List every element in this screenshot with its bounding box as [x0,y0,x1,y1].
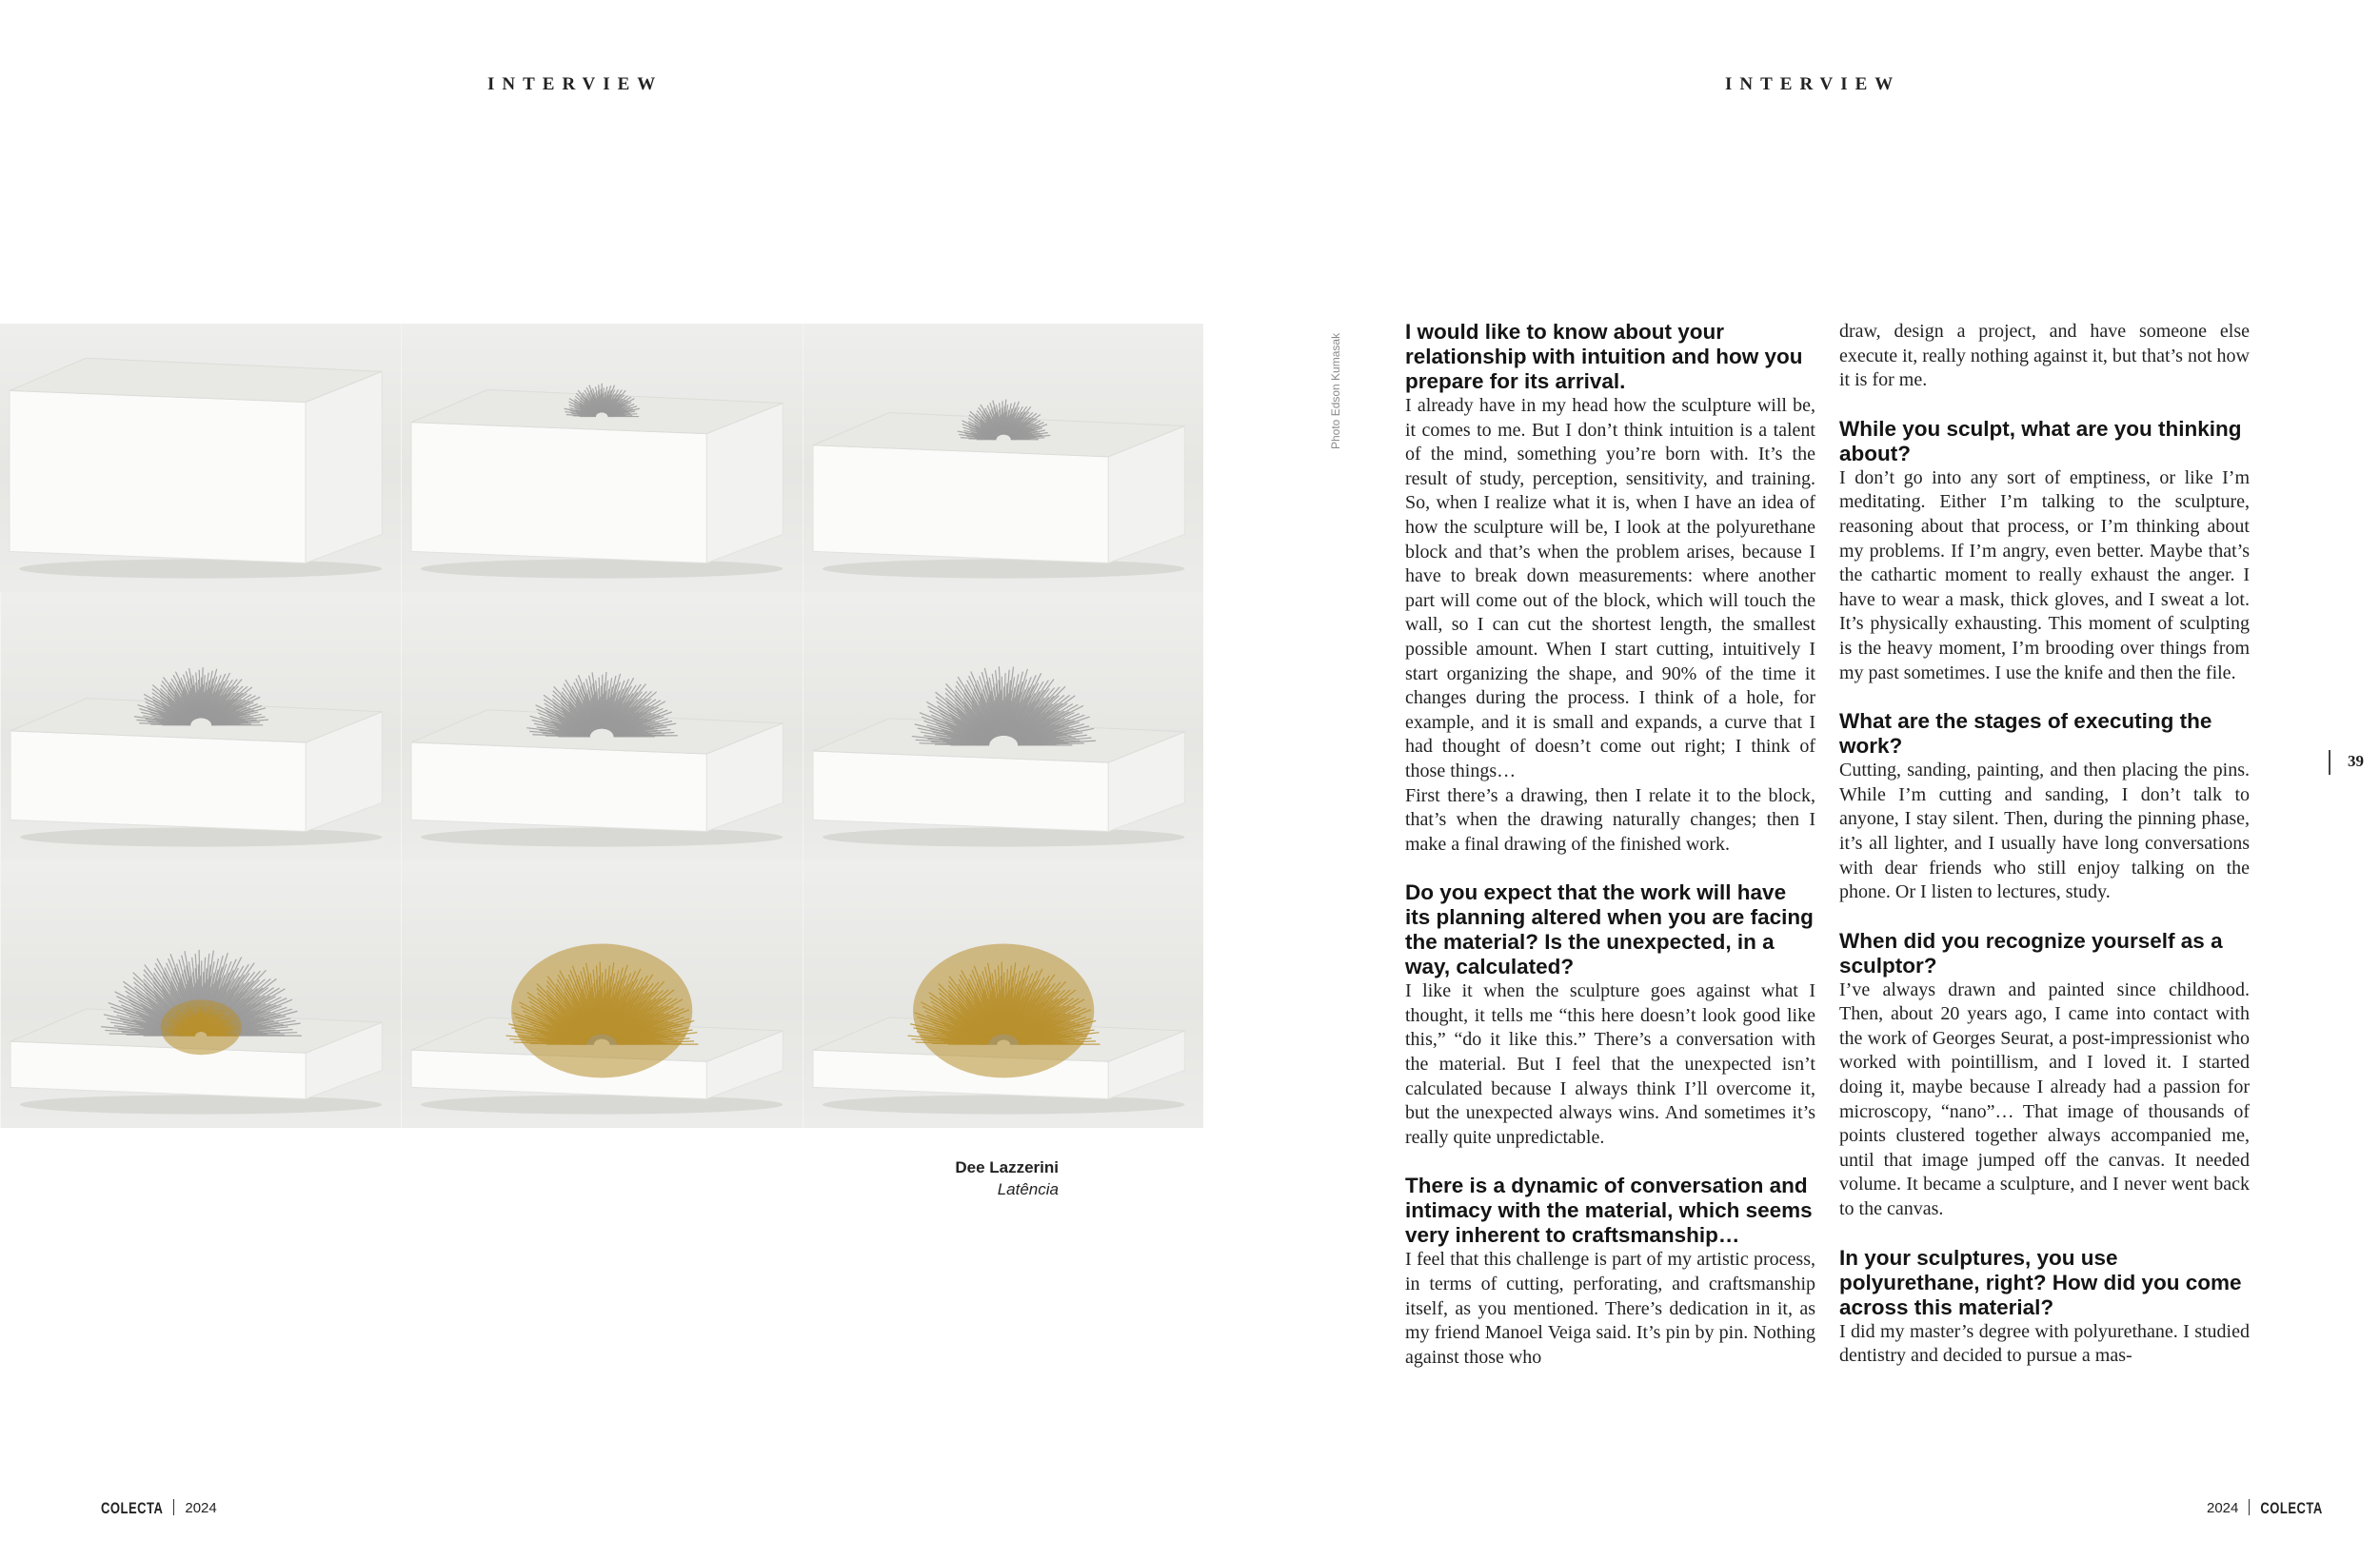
sculpture-illustration [1,859,401,1128]
footer-divider [173,1499,174,1515]
sculpture-illustration [0,324,401,592]
block-front-face [10,731,306,832]
interview-question: What are the stages of executing the work? [1839,709,2212,759]
interview-answer: I did my master’s degree with polyurethane. I studied dentistry and decided to pursue a mas- [1839,1320,2250,1367]
interview-question: In your sculptures, you use polyurethane, right? How did you come across this material? [1839,1245,2242,1319]
interview-question: There is a dynamic of conversation and intimacy with the material, which seems very inherent to craftsmanship… [1405,1174,1813,1248]
block-front-face [813,445,1108,563]
sculpture-illustration [402,324,802,592]
sculpture-illustration [402,592,802,860]
paragraph-gap [1839,905,2250,929]
footer-brand-logo: COLECTA [101,1499,164,1517]
sculpture-stage-photo [803,324,1203,592]
article-column-1 [1405,320,1815,1370]
caption-work-title: Latência [997,1180,1059,1198]
interview-answer: I’ve always drawn and painted since childhood. Then, about 20 years ago, I came into contact with the work of Georges Seurat, a post-impressionist who worked with pointillism, and I loved it. I started doing it, maybe because I already had a passion for microscopy, “nano”… That image of thousands of points clustered together always accompanied me, until that image jumped off the canvas. It needed volume. It became a sculpture, and I never went back to the canvas. [1839,978,2250,1220]
sculpture-photo-grid [0,324,1203,1128]
paragraph-gap [1405,857,1815,880]
sculpture-stage-photo [0,592,401,860]
silver-pins [957,400,1050,440]
running-header-right: INTERVIEW [1725,74,1901,94]
caption-artist: Dee Lazzerini [955,1158,1059,1176]
interview-question: When did you recognize yourself as a sculptor? [1839,928,2223,978]
block-front-face [411,423,706,563]
sculpture-stage-photo [0,859,401,1128]
block-front-face [813,751,1108,832]
sculpture-stage-photo [401,592,802,860]
sculpture-stage-photo [803,859,1203,1128]
block-shadow [421,559,783,578]
interview-answer: I feel that this challenge is part of my artistic process, in terms of cutting, perforating, and craftsmanship itself, as you mentioned. There’s dedication in it, as my friend Manoel Veiga said. It’s pin by pin. Nothing against those who [1405,1249,1815,1368]
interview-answer: I don’t go into any sort of emptiness, or like I’m meditating. Either I’m talking to the sculpture, reasoning about that process, or I’m thinking about my problems. If I’m angry, even better. Maybe that’s the cathartic moment to really exhaust the anger. I have to wear a mask, thick gloves, and I sweat a lot. It’s physically exhausting. This moment of sculpting is the heavy moment, I’m brooding over things from my past sometimes. I use the knife and then the file. [1839,466,2250,683]
photo-credit: Photo Edson Kumasak [1329,332,1342,449]
interview-question: Do you expect that the work will have its planning altered when you are facing the material? Is the unexpected, in a way, calculated? [1405,880,1814,979]
silver-pins [912,666,1096,745]
interview-question: While you sculpt, what are you thinking about? [1839,416,2242,465]
sculpture-illustration [803,859,1203,1128]
interview-answer: draw, design a project, and have someone else execute it, really nothing against it, but that’s not how it is for me. [1839,321,2250,391]
page-number: 39 [2348,752,2364,770]
paragraph-gap [1839,1222,2250,1246]
block-shadow [823,827,1184,846]
photo-caption [955,1156,1059,1200]
running-header-left: INTERVIEW [487,74,664,94]
paragraph-gap [1405,1150,1815,1174]
block-shadow [421,1096,783,1115]
footer-year: 2024 [2207,1500,2239,1516]
sculpture-illustration [803,592,1203,860]
silver-pins [134,667,268,725]
sculpture-stage-photo [0,324,401,592]
interview-answer: First there’s a drawing, then I relate it to the block, that’s when the drawing naturally changes; then I make a final drawing of the finished work. [1405,784,1815,855]
block-shadow [421,827,783,846]
sculpture-illustration [402,859,802,1128]
footer-left [101,1499,217,1516]
sculpture-illustration [1,592,401,860]
block-shadow [20,827,382,846]
block-shadow [20,1096,382,1115]
block-front-face [10,390,306,563]
interview-answer: I already have in my head how the sculpture will be, it comes to me. But I don’t think intuition is a talent of the mind, something you’re born with. It’s the result of study, perception, sensitivity, and training. So, when I realize what it is, when I have an idea of how the sculpture will be, I look at the polyurethane block and that’s when the problem arises, because I have to break down measurements: where another part will come out of the block, which will touch the wall, so I can cut the shortest length, the smallest possible amount. When I start cutting, intuitively I start organizing the shape, and 90% of the time it changes during the process. I think of a hole, for example, and it is small and expands, a curve that I had thought of doesn’t come out right; I think of those things… [1405,395,1815,781]
sculpture-stage-photo [401,859,802,1128]
interview-question: I would like to know about your relationship with intuition and how you prepare for its arrival. [1405,320,1803,393]
block-front-face [411,742,706,832]
block-side-face [306,371,382,563]
page-number-rule [2329,750,2330,775]
interview-answer: Cutting, sanding, painting, and then placing the pins. While I’m cutting and sanding, I don’t talk to anyone, I stay silent. Then, during the pinning phase, it’s all lighter, and I usually have long conversations with dear friends who still enjoy talking on the phone. Or I listen to lectures, study. [1839,760,2250,903]
block-shadow [823,559,1184,578]
footer-year: 2024 [185,1500,217,1516]
block-shadow [823,1096,1184,1115]
paragraph-gap [1839,685,2250,709]
paragraph-gap [1839,393,2250,417]
sculpture-illustration [803,324,1203,592]
footer-divider [2249,1499,2250,1515]
sculpture-stage-photo [803,592,1203,860]
block-shadow [19,559,382,578]
silver-pins [527,672,679,737]
footer-right [2207,1499,2323,1516]
interview-answer: I like it when the sculpture goes against what I thought, it tells me “this here doesn’t look good like this,” “do it like this.” There’s a conversation with the material. But I feel that the unexpected isn’t calculated because I always think I’ll overcome it, but the unexpected always wins. And sometimes it’s really quite unpredictable. [1405,980,1815,1148]
article-column-2 [1839,320,2250,1369]
sculpture-stage-photo [401,324,802,592]
footer-brand-logo: COLECTA [2260,1499,2323,1517]
